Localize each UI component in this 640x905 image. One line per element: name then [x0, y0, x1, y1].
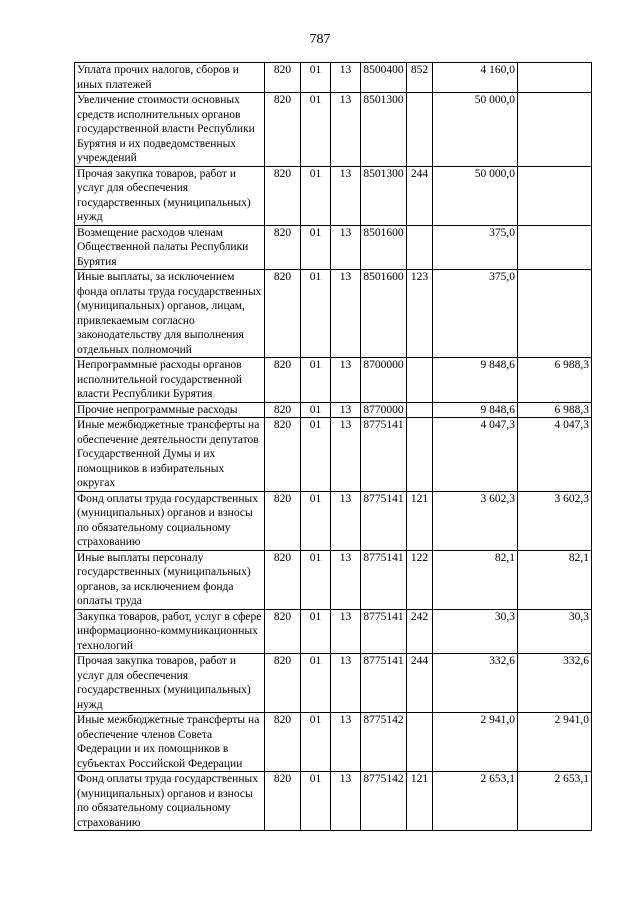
row-sum-1: 2 941,0	[433, 713, 518, 772]
row-name: Увеличение стоимости основных средств исполнительных органов государственной власти Республики Бурятия и их подведомственных учреждений	[75, 93, 265, 167]
row-target-article: 8501600	[361, 270, 407, 358]
row-expense-type: 121	[407, 772, 433, 831]
row-subsection: 13	[331, 609, 361, 654]
row-name: Прочая закупка товаров, работ и услуг для обеспечения государственных (муниципальных) нужд	[75, 654, 265, 713]
table-body	[75, 63, 592, 831]
row-target-article: 8501300	[361, 166, 407, 225]
row-expense-type: 244	[407, 654, 433, 713]
row-subsection: 13	[331, 93, 361, 167]
row-subsection: 13	[331, 63, 361, 93]
row-section: 01	[301, 772, 331, 831]
row-code: 820	[265, 93, 301, 167]
row-expense-type	[407, 402, 433, 418]
row-code: 820	[265, 491, 301, 550]
row-sum-1: 9 848,6	[433, 402, 518, 418]
row-sum-1: 82,1	[433, 550, 518, 609]
row-section: 01	[301, 491, 331, 550]
row-sum-2	[518, 270, 592, 358]
row-code: 820	[265, 654, 301, 713]
row-sum-2: 332,6	[518, 654, 592, 713]
row-name: Фонд оплаты труда государственных (муниципальных) органов и взносы по обязательному социальному страхованию	[75, 772, 265, 831]
row-code: 820	[265, 772, 301, 831]
row-target-article: 8700000	[361, 358, 407, 403]
row-subsection: 13	[331, 402, 361, 418]
row-name: Иные межбюджетные трансферты на обеспечение членов Совета Федерации и их помощников в субъектах Российской Федерации	[75, 713, 265, 772]
row-section: 01	[301, 402, 331, 418]
row-sum-2	[518, 225, 592, 270]
row-expense-type	[407, 358, 433, 403]
row-expense-type: 122	[407, 550, 433, 609]
row-name: Закупка товаров, работ, услуг в сфере информационно-коммуникационных технологий	[75, 609, 265, 654]
row-code: 820	[265, 550, 301, 609]
row-expense-type: 242	[407, 609, 433, 654]
row-expense-type: 244	[407, 166, 433, 225]
row-sum-2: 3 602,3	[518, 491, 592, 550]
row-target-article: 8775141	[361, 550, 407, 609]
row-sum-1: 332,6	[433, 654, 518, 713]
row-section: 01	[301, 166, 331, 225]
table-row	[75, 402, 592, 418]
table-row	[75, 654, 592, 713]
row-target-article: 8775141	[361, 491, 407, 550]
row-target-article: 8501300	[361, 93, 407, 167]
row-subsection: 13	[331, 491, 361, 550]
table-row	[75, 772, 592, 831]
table-row	[75, 270, 592, 358]
row-subsection: 13	[331, 550, 361, 609]
row-section: 01	[301, 550, 331, 609]
row-name: Иные выплаты, за исключением фонда оплаты труда государственных (муниципальных) органов, лицам, привлекаемым согласно законодательству для выполнения отдельных полномочий	[75, 270, 265, 358]
row-sum-1: 3 602,3	[433, 491, 518, 550]
table-row	[75, 93, 592, 167]
table-row	[75, 713, 592, 772]
row-expense-type: 121	[407, 491, 433, 550]
row-name: Уплата прочих налогов, сборов и иных платежей	[75, 63, 265, 93]
row-sum-1: 9 848,6	[433, 358, 518, 403]
row-sum-2	[518, 93, 592, 167]
row-subsection: 13	[331, 166, 361, 225]
row-sum-1: 50 000,0	[433, 93, 518, 167]
row-sum-2	[518, 63, 592, 93]
row-expense-type	[407, 713, 433, 772]
table-row	[75, 63, 592, 93]
row-sum-2: 6 988,3	[518, 402, 592, 418]
row-subsection: 13	[331, 654, 361, 713]
row-target-article: 8775141	[361, 654, 407, 713]
table-row	[75, 609, 592, 654]
row-expense-type	[407, 93, 433, 167]
row-sum-2: 2 653,1	[518, 772, 592, 831]
row-sum-2: 4 047,3	[518, 418, 592, 492]
table-row	[75, 358, 592, 403]
row-target-article: 8770000	[361, 402, 407, 418]
row-subsection: 13	[331, 418, 361, 492]
row-expense-type	[407, 225, 433, 270]
row-sum-1: 4 047,3	[433, 418, 518, 492]
row-sum-1: 375,0	[433, 225, 518, 270]
row-target-article: 8775141	[361, 609, 407, 654]
budget-table	[74, 62, 592, 831]
row-name: Фонд оплаты труда государственных (муниципальных) органов и взносы по обязательному социальному страхованию	[75, 491, 265, 550]
row-subsection: 13	[331, 358, 361, 403]
table-row	[75, 166, 592, 225]
row-sum-1: 2 653,1	[433, 772, 518, 831]
row-section: 01	[301, 418, 331, 492]
row-expense-type	[407, 418, 433, 492]
row-sum-2	[518, 166, 592, 225]
row-code: 820	[265, 270, 301, 358]
row-code: 820	[265, 225, 301, 270]
row-code: 820	[265, 418, 301, 492]
row-section: 01	[301, 609, 331, 654]
row-target-article: 8501600	[361, 225, 407, 270]
row-section: 01	[301, 654, 331, 713]
row-section: 01	[301, 63, 331, 93]
table-row	[75, 550, 592, 609]
table-row	[75, 225, 592, 270]
row-code: 820	[265, 63, 301, 93]
row-code: 820	[265, 609, 301, 654]
row-target-article: 8775142	[361, 772, 407, 831]
row-name: Иные межбюджетные трансферты на обеспечение деятельности депутатов Государственной Думы и их помощников в избирательных округах	[75, 418, 265, 492]
row-name: Прочие непрограммные расходы	[75, 402, 265, 418]
row-code: 820	[265, 166, 301, 225]
row-sum-1: 30,3	[433, 609, 518, 654]
row-name: Непрограммные расходы органов исполнительной государственной власти Республики Бурятия	[75, 358, 265, 403]
row-sum-2: 2 941,0	[518, 713, 592, 772]
row-target-article: 8775142	[361, 713, 407, 772]
row-sum-2: 6 988,3	[518, 358, 592, 403]
row-code: 820	[265, 402, 301, 418]
row-expense-type: 852	[407, 63, 433, 93]
row-subsection: 13	[331, 713, 361, 772]
row-target-article: 8775141	[361, 418, 407, 492]
row-code: 820	[265, 713, 301, 772]
row-subsection: 13	[331, 225, 361, 270]
row-code: 820	[265, 358, 301, 403]
row-section: 01	[301, 358, 331, 403]
row-sum-2: 30,3	[518, 609, 592, 654]
row-expense-type: 123	[407, 270, 433, 358]
row-target-article: 8500400	[361, 63, 407, 93]
page-number: 787	[309, 32, 331, 47]
row-section: 01	[301, 93, 331, 167]
table-row	[75, 491, 592, 550]
row-name: Прочая закупка товаров, работ и услуг для обеспечения государственных (муниципальных) нужд	[75, 166, 265, 225]
table-row	[75, 418, 592, 492]
row-sum-1: 375,0	[433, 270, 518, 358]
row-section: 01	[301, 225, 331, 270]
row-name: Возмещение расходов членам Общественной палаты Республики Бурятия	[75, 225, 265, 270]
row-sum-2: 82,1	[518, 550, 592, 609]
row-sum-1: 50 000,0	[433, 166, 518, 225]
row-subsection: 13	[331, 772, 361, 831]
row-section: 01	[301, 713, 331, 772]
row-section: 01	[301, 270, 331, 358]
row-sum-1: 4 160,0	[433, 63, 518, 93]
row-name: Иные выплаты персоналу государственных (муниципальных) органов, за исключением фонда оплаты труда	[75, 550, 265, 609]
row-subsection: 13	[331, 270, 361, 358]
